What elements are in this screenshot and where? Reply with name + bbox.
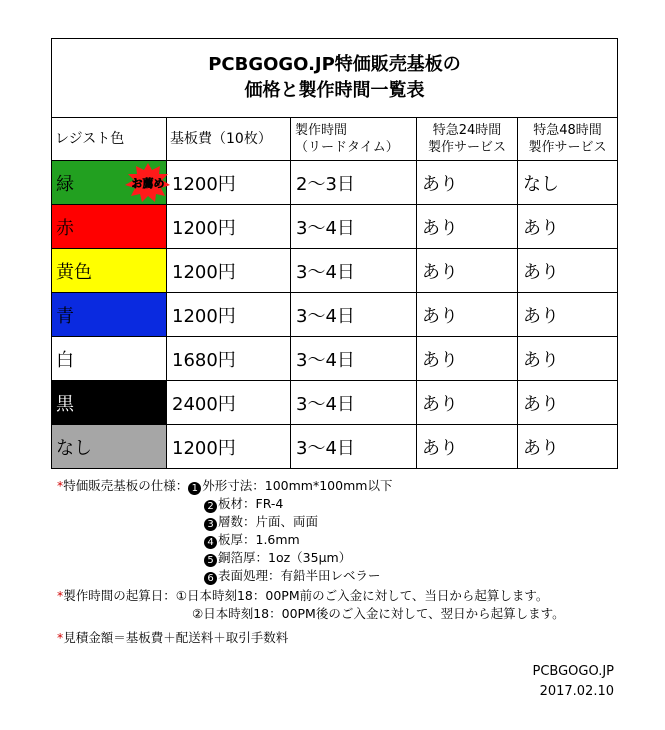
header-color: レジスト色 xyxy=(52,118,167,161)
notes-section xyxy=(57,477,565,647)
rush48-cell: あり xyxy=(518,249,618,293)
asterisk: * xyxy=(57,588,64,603)
header-price: 基板費（10枚） xyxy=(167,118,291,161)
rush24-cell: あり xyxy=(417,337,518,381)
rush48-cell: あり xyxy=(518,425,618,469)
rush48-cell: なし xyxy=(518,161,618,205)
header-rush24-line1: 特急24時間 xyxy=(432,123,502,138)
price-cell: 1200円 xyxy=(167,161,291,205)
header-rush48 xyxy=(518,118,618,161)
table-row xyxy=(52,205,618,249)
spec-text: 銅箔厚：1oz（35μm） xyxy=(218,550,352,565)
price-cell: 1200円 xyxy=(167,249,291,293)
header-lead-time-line2: （リードタイム） xyxy=(295,140,399,155)
number-badge-2: 2 xyxy=(204,500,217,513)
lead-cell: 3～4日 xyxy=(291,425,417,469)
table-row xyxy=(52,161,618,205)
header-rush48-line2: 製作サービス xyxy=(528,140,607,155)
lead-line-1 xyxy=(57,587,565,605)
price-cell: 1200円 xyxy=(167,425,291,469)
spec-line-2 xyxy=(57,495,565,513)
footer-date: 2017.02.10 xyxy=(539,684,614,699)
number-badge-5: 5 xyxy=(204,554,217,567)
color-cell: 黒 xyxy=(52,381,167,425)
rush24-cell: あり xyxy=(417,205,518,249)
rush48-cell: あり xyxy=(518,205,618,249)
recommend-badge-text: お薦め xyxy=(131,177,165,190)
rush24-cell: あり xyxy=(417,381,518,425)
color-cell: 青 xyxy=(52,293,167,337)
rush24-cell: あり xyxy=(417,425,518,469)
color-cell: なし xyxy=(52,425,167,469)
title-line-1: PCBGOGO.JP特価販売基板の xyxy=(208,54,461,75)
rush48-cell: あり xyxy=(518,381,618,425)
color-label: 緑 xyxy=(56,173,74,195)
estimate-note: 見積金額＝基板費＋配送料＋取引手数料 xyxy=(63,630,289,645)
header-rush24 xyxy=(417,118,518,161)
lead-cell: 3～4日 xyxy=(291,205,417,249)
recommend-badge xyxy=(130,161,166,204)
lead-note-1: ①日本時刻18：00PM前のご入金に対して、当日から起算します。 xyxy=(175,588,549,603)
spec-text: 板材：FR-4 xyxy=(218,496,284,511)
table-row xyxy=(52,381,618,425)
spec-label: 特価販売基板の仕様： xyxy=(63,478,189,493)
title-line-2: 価格と製作時間一覧表 xyxy=(244,80,425,101)
spec-line-5 xyxy=(57,549,565,567)
lead-cell: 3～4日 xyxy=(291,337,417,381)
lead-cell: 3～4日 xyxy=(291,381,417,425)
estimate-line xyxy=(57,629,565,647)
number-badge-3: 3 xyxy=(204,518,217,531)
rush48-cell: あり xyxy=(518,337,618,381)
color-cell xyxy=(52,161,167,205)
header-lead-time xyxy=(291,118,417,161)
price-cell: 2400円 xyxy=(167,381,291,425)
header-rush48-line1: 特急48時間 xyxy=(533,123,602,138)
spec-line-1 xyxy=(57,477,565,495)
number-badge-1: 1 xyxy=(188,482,201,495)
rush24-cell: あり xyxy=(417,293,518,337)
lead-cell: 3～4日 xyxy=(291,249,417,293)
lead-note-2: ②日本時刻18：00PM後のご入金に対して、翌日から起算します。 xyxy=(192,606,565,621)
rush48-cell: あり xyxy=(518,293,618,337)
price-cell: 1680円 xyxy=(167,337,291,381)
rush24-cell: あり xyxy=(417,249,518,293)
color-cell: 白 xyxy=(52,337,167,381)
price-table xyxy=(51,38,618,469)
color-cell: 赤 xyxy=(52,205,167,249)
header-lead-time-line1: 製作時間 xyxy=(295,123,348,138)
table-row xyxy=(52,425,618,469)
rush24-cell: あり xyxy=(417,161,518,205)
table-title xyxy=(52,39,618,118)
spec-text: 表面処理：有鉛半田レベラー xyxy=(218,568,381,583)
number-badge-4: 4 xyxy=(204,536,217,549)
header-rush24-line2: 製作サービス xyxy=(427,140,506,155)
footer-company: PCBGOGO.JP xyxy=(532,664,614,679)
spec-text: 外形寸法：100mm*100mm以下 xyxy=(202,478,393,493)
lead-cell: 3～4日 xyxy=(291,293,417,337)
footer xyxy=(533,662,615,702)
table-row xyxy=(52,249,618,293)
table-row xyxy=(52,337,618,381)
asterisk: * xyxy=(57,478,64,493)
spec-text: 層数：片面、両面 xyxy=(218,514,319,529)
lead-label: 製作時間の起算日： xyxy=(63,588,176,603)
header-row xyxy=(52,118,618,161)
number-badge-6: 6 xyxy=(204,572,217,585)
price-cell: 1200円 xyxy=(167,293,291,337)
price-cell: 1200円 xyxy=(167,205,291,249)
lead-line-2 xyxy=(57,605,565,623)
spec-line-3 xyxy=(57,513,565,531)
spec-text: 板厚：1.6mm xyxy=(218,532,300,547)
lead-cell: 2～3日 xyxy=(291,161,417,205)
spec-line-6 xyxy=(57,567,565,585)
asterisk: * xyxy=(57,630,64,645)
spec-line-4 xyxy=(57,531,565,549)
table-row xyxy=(52,293,618,337)
color-cell: 黄色 xyxy=(52,249,167,293)
